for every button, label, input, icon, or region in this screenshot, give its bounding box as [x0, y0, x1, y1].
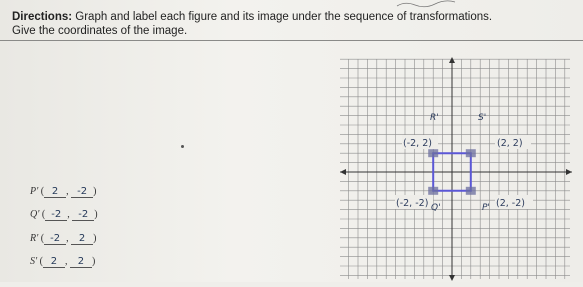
y-axis-arrow-up [449, 57, 455, 63]
x-axis-arrow-left [340, 169, 346, 175]
point-label-p-prime: P' [482, 203, 490, 213]
answer-r-prime: R' ( -2 , 2 ) [30, 233, 97, 244]
x-axis-arrow-right [566, 169, 572, 175]
header-divider [0, 40, 583, 41]
answer-label: P' [30, 186, 39, 197]
coord-label-top-left: (-2, 2) [403, 138, 432, 149]
vertex-s-prime [466, 149, 476, 157]
coord-label-bottom-right: (2, -2) [496, 198, 525, 209]
stray-dot [181, 145, 184, 148]
answer-s-prime: S' ( 2 , 2 ) [30, 256, 96, 267]
point-label-s-prime: S' [478, 113, 487, 123]
answer-y-field[interactable]: -2 [71, 186, 93, 198]
vertex-q-prime [428, 187, 438, 195]
top-edge-scribble [395, 0, 465, 8]
directions-text: Graph and label each figure and its image under the sequence of transformations. [72, 11, 493, 23]
directions-label: Directions: [12, 11, 73, 23]
directions-line-2: Give the coordinates of the image. [12, 25, 188, 37]
answer-y-field[interactable]: 2 [71, 233, 93, 245]
vertex-r-prime [428, 149, 438, 157]
answer-y-field[interactable]: -2 [72, 209, 94, 221]
y-axis-arrow-down [449, 275, 455, 281]
point-label-q-prime: Q' [431, 203, 441, 213]
answer-y-field[interactable]: 2 [70, 256, 92, 268]
coordinate-grid-svg [340, 55, 575, 282]
coordinate-plane [340, 55, 575, 287]
directions-line-1 [12, 10, 572, 24]
vertex-p-prime [466, 187, 476, 195]
answer-label: R' [30, 233, 39, 244]
answer-p-prime: P' ( 2 , -2 ) [30, 186, 97, 197]
answer-label: Q' [30, 209, 40, 220]
answer-x-field[interactable]: 2 [43, 256, 65, 268]
coord-label-top-right: (2, 2) [497, 138, 523, 149]
answer-q-prime: Q' ( -2 , -2 ) [30, 209, 98, 220]
coord-label-bottom-left: (-2, -2) [396, 198, 429, 209]
point-label-r-prime: R' [430, 113, 439, 123]
grid-lines [340, 59, 570, 279]
answer-x-field[interactable]: -2 [45, 209, 67, 221]
answer-label: S' [30, 256, 38, 267]
answer-x-field[interactable]: -2 [44, 233, 66, 245]
answer-x-field[interactable]: 2 [44, 186, 66, 198]
directions-block [12, 10, 572, 38]
